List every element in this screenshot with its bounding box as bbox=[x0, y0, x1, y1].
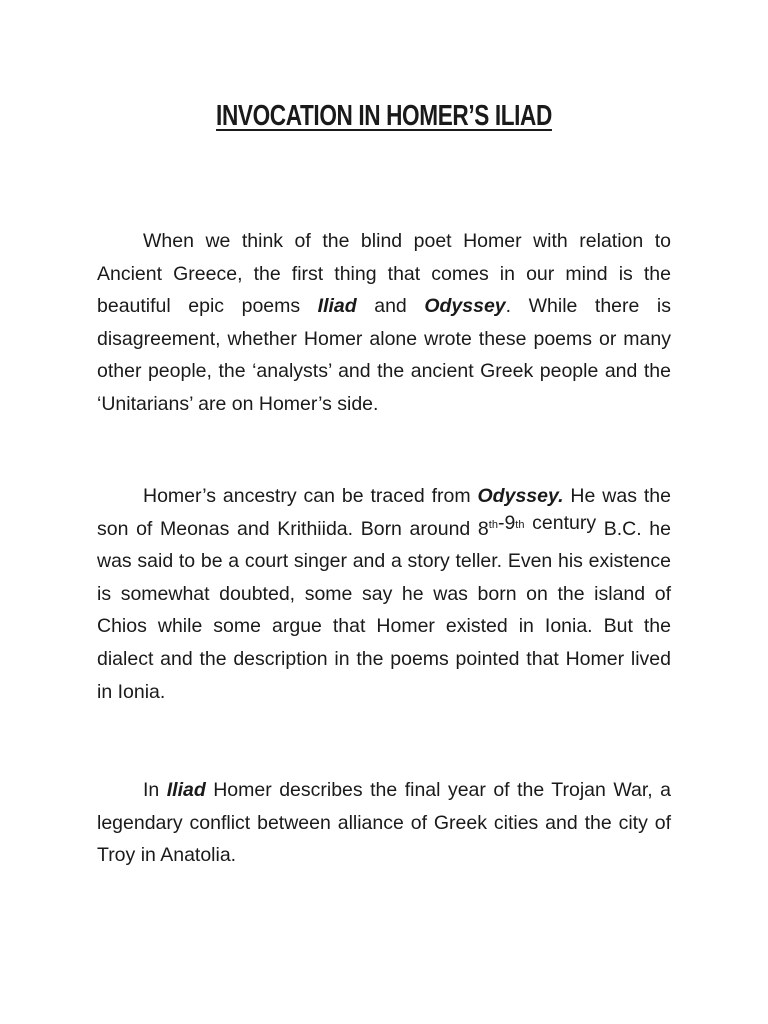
paragraph-1-text-b: and bbox=[356, 295, 425, 318]
century-word: century bbox=[524, 511, 597, 534]
ordinal-suffix-8th: th bbox=[488, 518, 498, 531]
paragraph-2-text-b: He was the son of Meonas and Krithiida. Born around 8 bbox=[97, 485, 671, 540]
paragraph-1-text-a: When we think of the blind poet Homer with relation to Ancient Greece, the first thing that comes in our mind is the beautiful epic poems bbox=[97, 230, 671, 318]
paragraph-1-iliad: Iliad bbox=[317, 295, 357, 318]
paragraph-3-iliad: Iliad bbox=[166, 779, 206, 801]
paragraph-3-text-a: In bbox=[143, 779, 167, 801]
paragraph-1-text-c: . While there is disagreement, whether Homer alone wrote these poems or many other people, the ‘analysts’ and the ancient Greek people and the ‘Unitarians’ are on Homer’s side. bbox=[97, 295, 671, 415]
paragraph-2-odyssey: Odyssey. bbox=[477, 485, 564, 507]
paragraph-2 bbox=[97, 480, 671, 708]
paragraph-2-text-c: B.C. he was said to be a court singer and a story teller. Even his existence is somewhat doubted, some say he was born on the island of Chios while some argue that Homer existed in Ionia. But the dialect and the description in the poems pointed that Homer lived in Ionia. bbox=[97, 517, 671, 703]
paragraph-3 bbox=[97, 774, 671, 872]
ordinal-suffix-9th: th bbox=[515, 518, 525, 531]
document-title bbox=[84, 96, 683, 136]
dash-nine: -9 bbox=[497, 511, 516, 534]
paragraph-2-text-a: Homer’s ancestry can be traced from bbox=[143, 485, 478, 507]
paragraph-3-text-b: Homer describes the final year of the Trojan War, a legendary conflict between alliance of Greek cities and the city of Troy in Anatolia. bbox=[97, 779, 671, 867]
paragraph-1 bbox=[97, 225, 671, 421]
title-text: INVOCATION IN HOMER’S ILIAD bbox=[216, 100, 552, 132]
paragraph-1-odyssey: Odyssey bbox=[424, 295, 506, 318]
